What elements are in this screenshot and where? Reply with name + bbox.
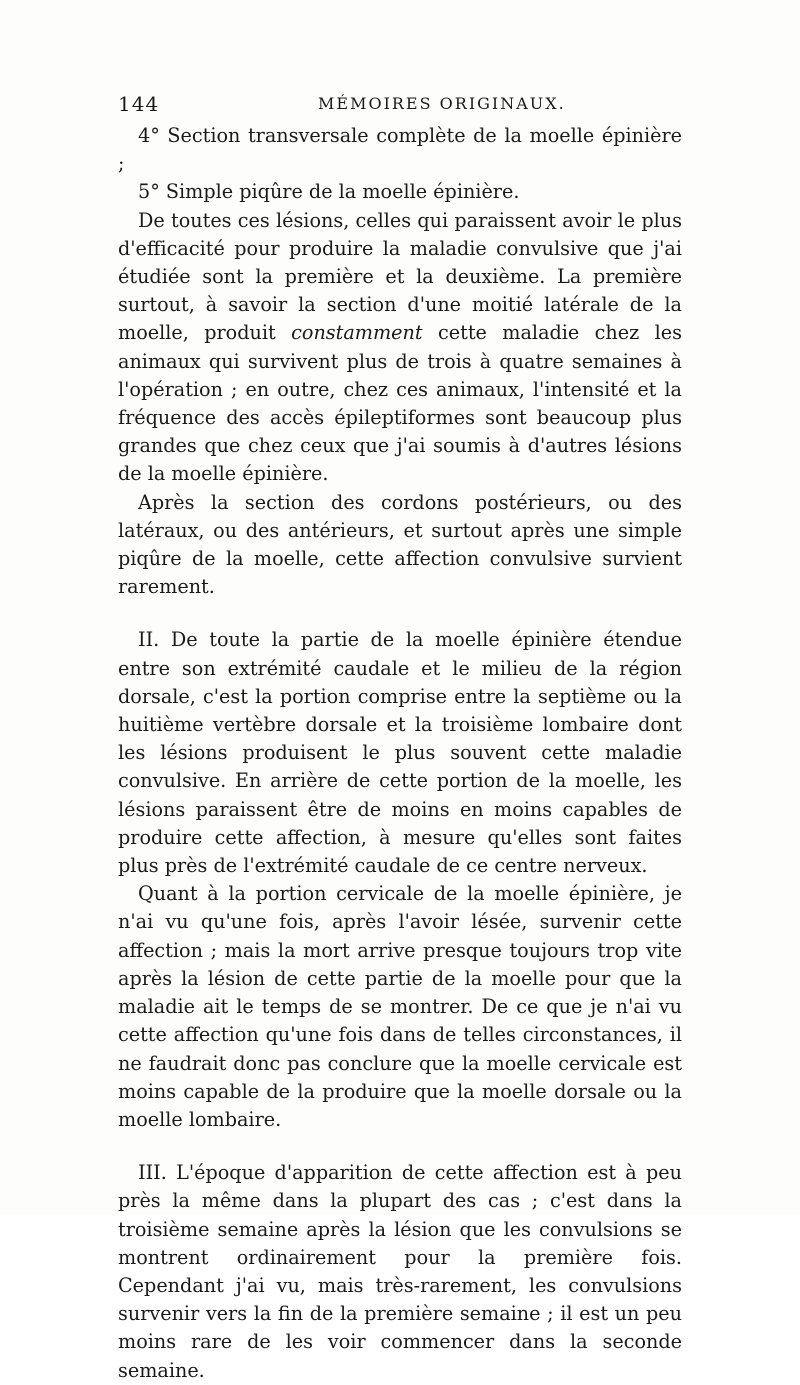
paragraph-text: cette maladie chez les animaux qui survivent plus de trois à quatre semaines à l'opération ; en outre, chez ces animaux, l'intensité et la fréquence des accès épileptiformes sont beaucoup plus grandes que chez ceux que j'ai soumis à d'autres lésions de la moelle épinière. (118, 321, 682, 486)
paragraph-cervical-portion: Quant à la portion cervicale de la moelle épinière, je n'ai vu qu'une fois, après l'avoir lésée, survenir cette affection ; mais la mort arrive presque toujours trop vite après la lésion de cette partie de la moelle pour que la maladie ait le temps de se montrer. De ce que je n'ai vu cette affection qu'une fois dans de telles circonstances, il ne faudrait donc pas conclure que la moelle cervicale est moins capable de la produire que la moelle dorsale ou la moelle lombaire. (118, 882, 682, 1131)
emphasis-constamment: constamment (291, 321, 423, 345)
body-text (118, 122, 682, 1385)
paragraph-text: De toutes ces lésions, celles qui paraissent avoir le plus d'efficacité pour produire la maladie convulsive que j'ai étudiée sont la première et la deuxième. La première surtout, à savoir la section d'une moitié latérale de la moelle, produit (118, 208, 682, 345)
list-item-4: 4° Section transversale complète de la moelle épinière ; (118, 124, 682, 176)
page-number: 144 (118, 92, 160, 116)
paragraph-section-iii: III. L'époque d'apparition de cette affection est à peu près la même dans la plupart des cas ; c'est dans la troisième semaine après la lésion que les convulsions se montrent ordinairement pour la première fois. Cependant j'ai vu, mais très-rarement, les convulsions survenir vers la fin de la première semaine ; il est un peu moins rare de les voir commencer dans la seconde semaine. (118, 1161, 682, 1382)
paragraph-lesions-efficacy (118, 207, 682, 489)
paragraph-section-ii: II. De toute la partie de la moelle épinière étendue entre son extrémité caudale et le milieu de la région dorsale, c'est la portion comprise entre la septième ou la huitième vertèbre dorsale et la troisième lombaire dont les lésions produisent le plus souvent cette maladie convulsive. En arrière de cette portion de la moelle, les lésions paraissent être de moins en moins capables de produire cette affection, à mesure qu'elles sont faites plus près de l'extrémité caudale de ce centre nerveux. (118, 628, 682, 878)
running-title: MÉMOIRES ORIGINAUX. (318, 94, 566, 113)
page-header (118, 92, 698, 122)
paragraph-rare-affection: Après la section des cordons postérieurs, ou des latéraux, ou des antérieurs, et surtout après une simple piqûre de la moelle, cette affection convulsive survient rarement. (118, 490, 682, 599)
list-item-5: 5° Simple piqûre de la moelle épinière. (138, 180, 520, 204)
